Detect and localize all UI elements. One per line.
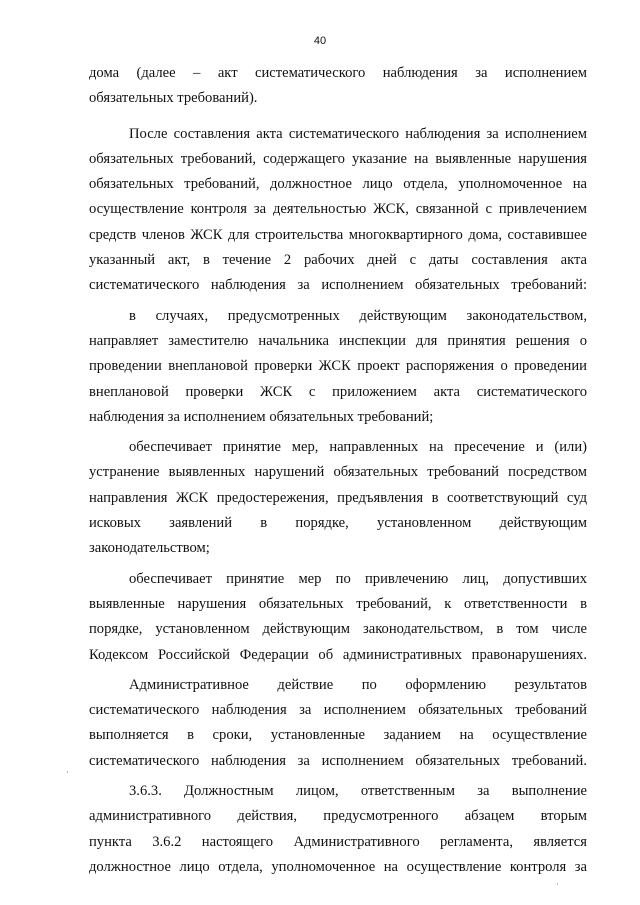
page-number: 40 [313,35,327,47]
text-line: средств членов ЖСК для строительства многоквартирного дома, составившее [89,226,587,243]
text-line: направления ЖСК предостережения, предъявления в соответствующий суд [89,489,587,506]
text-line: указанный акт, в течение 2 рабочих дней с даты составления акта [89,252,587,269]
text-line: внеплановой проверки ЖСК с приложением акта систематического [89,383,587,400]
text-line: законодательством; [89,540,210,557]
text-line: порядке, установленном действующим законодательством, в том числе [89,621,587,638]
text-line: Кодексом Российской Федерации об административных правонарушениях. [89,646,587,663]
text-line: обеспечивает принятие мер, направленных на пресечение и (или) [129,439,587,456]
text-line: систематического наблюдения за исполнением обязательных требований: [89,277,587,294]
text-line: выполняется в сроки, установленные заданием на осуществление [89,727,587,744]
paragraph-unscheduled-inspection [89,304,587,430]
paragraph-continuation [89,61,587,112]
text-line: наблюдения за исполнением обязательных требований; [89,408,434,425]
text-line: обеспечивает принятие мер по привлечению лиц, допустивших [129,570,587,587]
text-line: систематического наблюдения за исполнением обязательных требований. [89,752,587,769]
paragraph-liability-measures [89,567,587,668]
text-line: исковых заявлений в порядке, установленном действующим [89,515,587,532]
text-line: дома (далее – акт систематического наблюдения за исполнением [89,65,587,81]
paragraph-after-act [89,122,587,299]
text-line: обязательных требований). [89,90,258,107]
document-body [89,61,587,880]
text-line: Административное действие по оформлению результатов [129,676,587,693]
paragraph-suppression-measures [89,435,587,561]
text-line: проведении внеплановой проверки ЖСК проект распоряжения о проведении [89,358,587,375]
scan-speck: · [66,768,69,778]
text-line: административного действия, предусмотренного абзацем вторым [89,808,587,825]
text-line: осуществление контроля за деятельностью ЖСК, связанной с привлечением [89,201,587,218]
text-line: устранение выявленных нарушений обязательных требований посредством [89,464,587,481]
paragraph-administrative-action [89,673,587,774]
text-line: 3.6.3. Должностным лицом, ответственным за выполнение [129,783,587,800]
text-line: обязательных требований, должностное лицо отдела, уполномоченное на [89,176,587,193]
scan-speck: · [556,880,559,890]
paragraph-section-3-6-3 [89,779,587,880]
text-line: выявленные нарушения обязательных требований, к ответственности в [89,595,587,612]
text-line: систематического наблюдения за исполнением обязательных требований [89,702,587,719]
text-line: направляет заместителю начальника инспекции для принятия решения о [89,332,587,349]
text-line: обязательных требований, содержащего указание на выявленные нарушения [89,150,587,167]
text-line: После составления акта систематического наблюдения за исполнением [129,125,587,142]
text-line: должностное лицо отдела, уполномоченное на осуществление контроля за [89,858,587,875]
text-line: в случаях, предусмотренных действующим законодательством, [129,307,587,324]
text-line: пункта 3.6.2 настоящего Административного регламента, является [89,833,587,850]
